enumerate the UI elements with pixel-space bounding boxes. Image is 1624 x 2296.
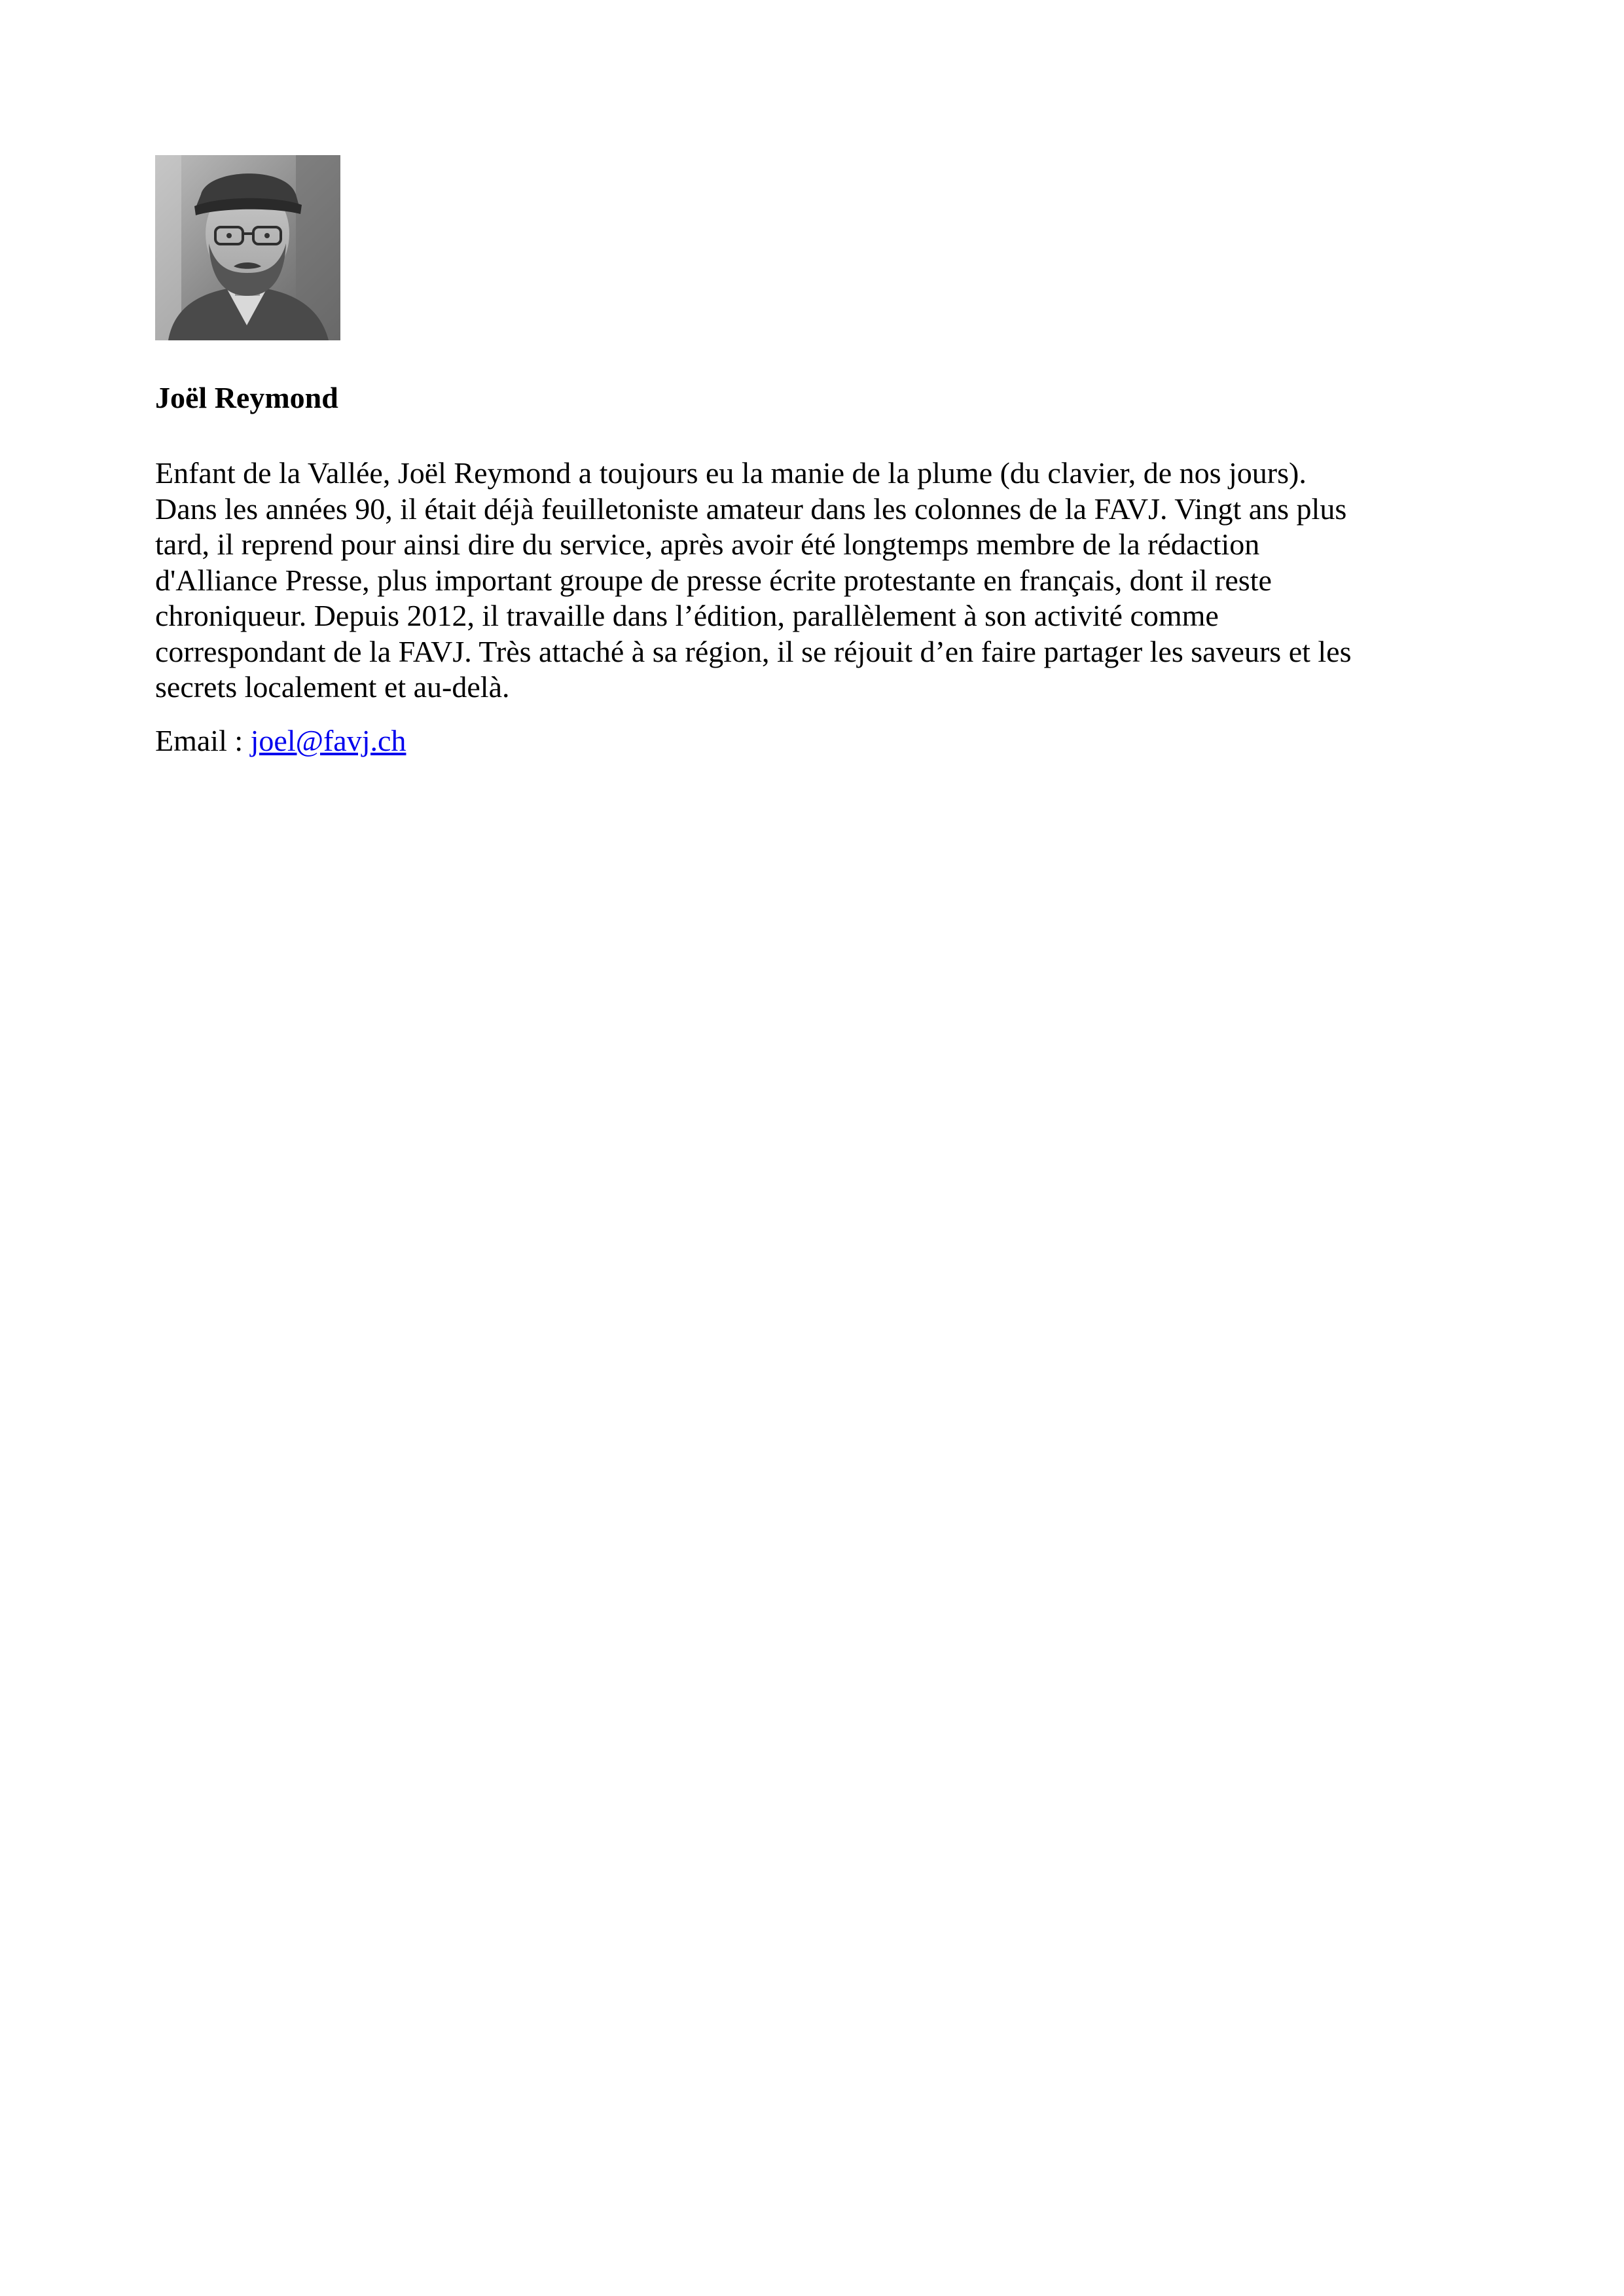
email-link[interactable]: joel@favj.ch	[250, 724, 406, 757]
bio-line: tard, il reprend pour ainsi dire du service, après avoir été longtemps membre de la rédaction	[155, 528, 1260, 561]
email-label: Email :	[155, 724, 251, 757]
bio-line: Dans les années 90, il était déjà feuilletoniste amateur dans les colonnes de la FAVJ. Vingt ans plus	[155, 492, 1347, 526]
bio-line: chroniqueur. Depuis 2012, il travaille dans l’édition, parallèlement à son activité comme	[155, 599, 1219, 632]
bio-line: d'Alliance Presse, plus important groupe de presse écrite protestante en français, dont il reste	[155, 563, 1272, 597]
author-photo	[155, 155, 340, 340]
bio-line: secrets localement et au-delà.	[155, 670, 510, 704]
author-bio	[155, 456, 1530, 706]
email-line	[155, 723, 406, 759]
bio-line: correspondant de la FAVJ. Très attaché à sa région, il se réjouit d’en faire partager les saveurs et les	[155, 634, 1352, 668]
author-name: Joël Reymond	[155, 381, 338, 414]
bio-line: Enfant de la Vallée, Joël Reymond a toujours eu la manie de la plume (du clavier, de nos jours).	[155, 456, 1307, 490]
author-portrait-icon	[155, 155, 340, 340]
